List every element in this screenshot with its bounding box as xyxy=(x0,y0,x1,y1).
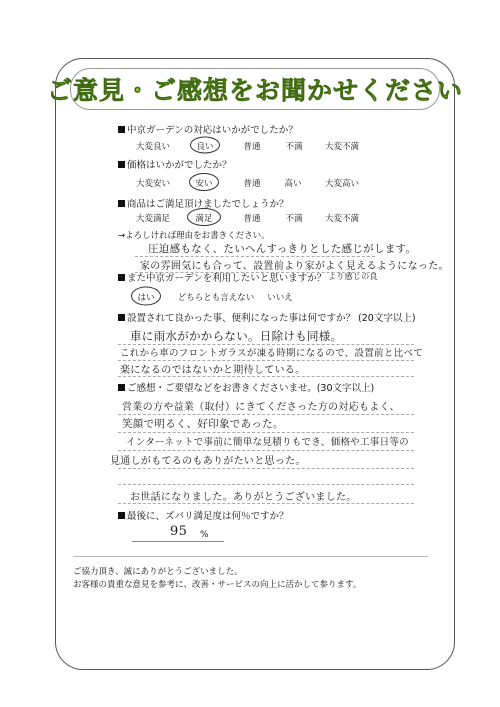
q2-option-5[interactable]: 大変高い xyxy=(324,179,360,189)
title-banner xyxy=(47,68,464,110)
question-7 xyxy=(118,508,289,522)
q5-answer-line-2: これから車のフロントガラスが凍る時期になるので、設置前と比べて xyxy=(120,348,424,359)
q3-answer-note: より感じの良 xyxy=(328,272,378,281)
answer-rule xyxy=(118,468,414,469)
question-6-label: ご感想・ご要望などをお書きくださいませ。(30文字以上) xyxy=(127,383,375,394)
question-6 xyxy=(118,380,374,394)
q4-option-3[interactable]: いいえ xyxy=(267,293,293,303)
q3-option-5[interactable]: 大変不満 xyxy=(324,214,360,224)
q3-option-2[interactable]: 満足 xyxy=(195,214,213,224)
bullet-square-icon xyxy=(118,274,125,281)
q6-answer-line-3: インターネットで事前に簡単な見積りもでき、価格や工事日等の xyxy=(126,437,409,448)
thanks-line-1: ご協力頂き、誠にありがとうございました。 xyxy=(73,567,243,577)
question-5 xyxy=(118,310,416,324)
q2-option-2[interactable]: 安い xyxy=(195,179,213,189)
q2-option-3[interactable]: 普通 xyxy=(243,179,261,189)
question-2-label: 価格はいかがでしたか？ xyxy=(127,160,232,171)
q3-answer-line-1: 圧迫感もなく、たいへんすっきりとした感じがします。 xyxy=(148,243,417,255)
q3-option-1[interactable]: 大変満足 xyxy=(135,214,171,224)
bullet-square-icon xyxy=(118,126,125,133)
q6-answer-line-1: 営業の方や益業（取付）にきてくださった方の対応もよく、 xyxy=(122,402,400,413)
q3-answer-line-2: 家の雰囲気にも合って、設置前より家がよく見えるようになった。 xyxy=(140,261,449,272)
q6-answer-line-2: 笑顔で明るく、好印象であった。 xyxy=(122,418,284,430)
percent-unit: % xyxy=(200,530,209,540)
bullet-square-icon xyxy=(118,512,125,519)
q5-answer-line-1: 車に雨水がかからない。日除けも同様。 xyxy=(130,329,343,343)
q4-option-2[interactable]: どちらとも言えない xyxy=(177,293,255,303)
question-7-label: 最後に、ズバリ満足度は何％ですか？ xyxy=(127,511,289,522)
q5-answer-line-3: 楽になるのではないかと期待している。 xyxy=(120,365,306,376)
question-4-label: また中京ガーデンを利用したいと思いますか？ xyxy=(127,273,327,284)
q3-option-4[interactable]: 不満 xyxy=(285,214,303,224)
question-1-label: 中京ガーデンの対応はいかがでしたか？ xyxy=(127,125,298,136)
q6-answer-line-5: お世話になりました。ありがとうございました。 xyxy=(130,492,357,503)
q1-option-3[interactable]: 普通 xyxy=(243,142,261,152)
q1-option-5[interactable]: 大変不満 xyxy=(324,142,360,152)
thanks-line-2: お客様の貴重な意見を参考に、改善・サービスの向上に活かして参ります。 xyxy=(73,580,362,590)
answer-rule xyxy=(118,450,414,451)
page-title: ご意見・ご感想をお聞かせください xyxy=(47,76,464,105)
answer-rule xyxy=(118,503,414,504)
question-3-label: 商品はご満足頂けましたでしょうか？ xyxy=(127,199,289,210)
question-2 xyxy=(118,157,232,171)
q1-option-4[interactable]: 不満 xyxy=(285,142,303,152)
q2-option-4[interactable]: 高い xyxy=(284,179,302,189)
satisfaction-value: 95 xyxy=(170,524,188,539)
answer-rule xyxy=(118,414,414,415)
q1-option-1[interactable]: 大変良い xyxy=(135,142,171,152)
question-4 xyxy=(118,270,326,284)
answer-rule xyxy=(118,432,414,433)
q2-option-1[interactable]: 大変安い xyxy=(135,179,171,189)
bullet-square-icon xyxy=(118,200,125,207)
q4-option-1[interactable]: はい xyxy=(137,293,155,303)
q6-answer-line-4: 見通しがもてるのもありがたいと思った。 xyxy=(110,456,306,467)
bullet-square-icon xyxy=(118,384,125,391)
question-5-label: 設置されて良かった事、便利になった事は何ですか？ (20文字以上) xyxy=(127,313,416,324)
footer-divider xyxy=(73,556,428,557)
bullet-square-icon xyxy=(118,161,125,168)
question-1 xyxy=(118,122,298,136)
answer-rule xyxy=(118,376,414,377)
q1-option-2[interactable]: 良い xyxy=(196,142,214,152)
q3-reason-label: →よろしければ理由をお書きください。 xyxy=(118,231,270,241)
satisfaction-rule xyxy=(132,541,224,542)
answer-rule xyxy=(118,484,414,485)
bullet-square-icon xyxy=(118,314,125,321)
q3-option-3[interactable]: 普通 xyxy=(243,214,261,224)
